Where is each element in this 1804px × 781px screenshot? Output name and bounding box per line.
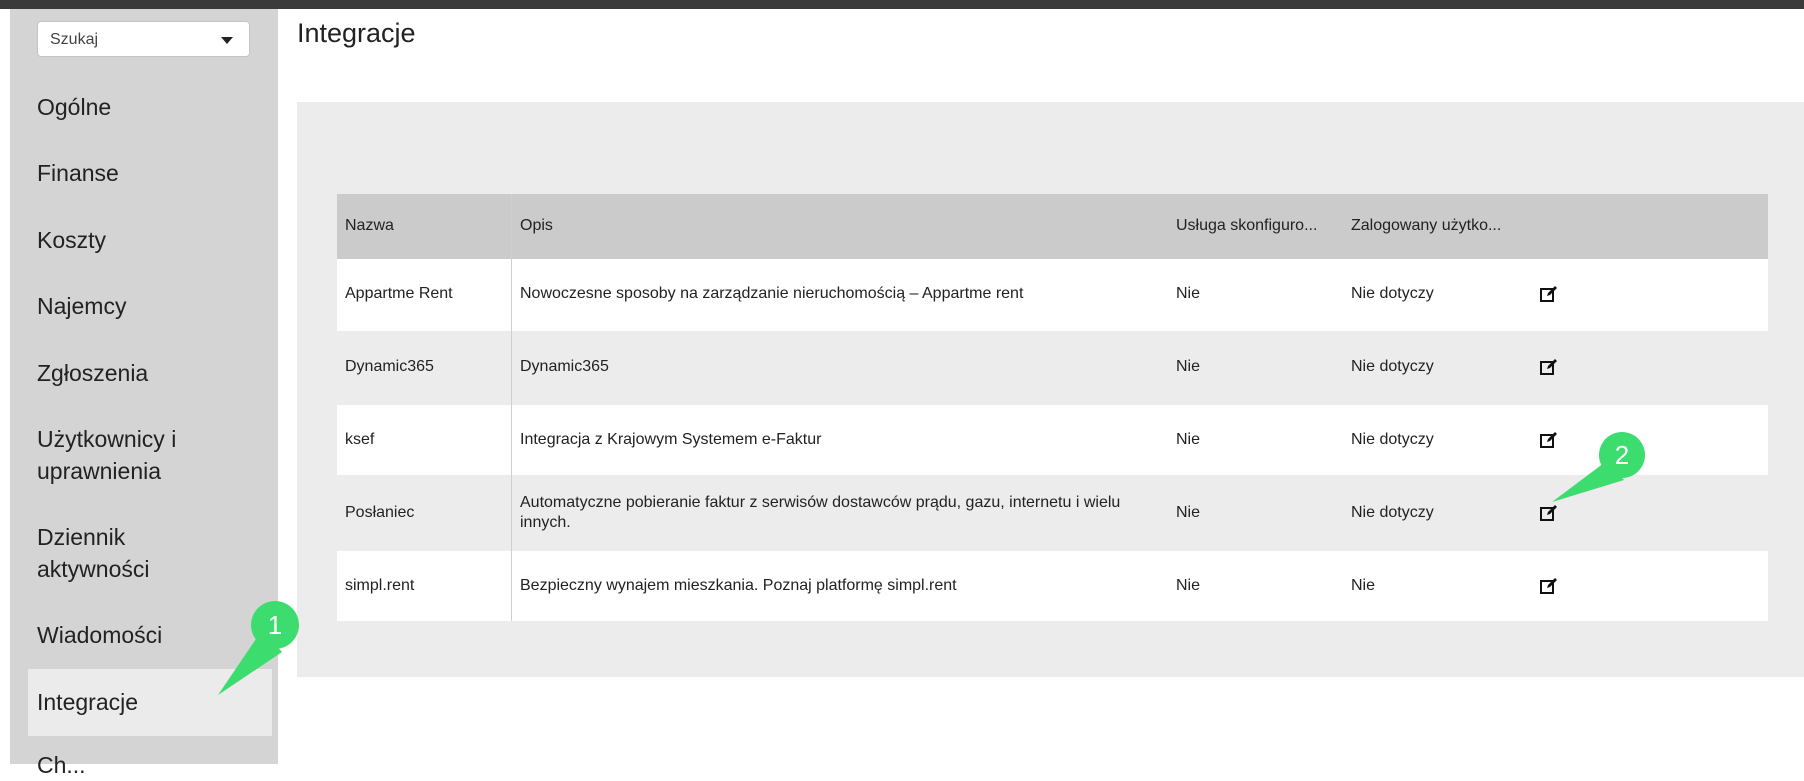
cell-description: Automatyczne pobieranie faktur z serwisów dostawców prądu, gazu, internetu i wielu innych. (520, 494, 1121, 531)
cell-configured: Nie (1176, 431, 1201, 448)
cell-configured: Nie (1176, 504, 1201, 521)
cell-description: Dynamic365 (520, 358, 609, 375)
column-header-opis[interactable]: Opis (520, 217, 553, 234)
cell-name: ksef (345, 431, 375, 448)
cell-logged: Nie dotyczy (1351, 431, 1434, 448)
callout-number-2: 2 (1614, 440, 1630, 470)
cell-description: Integracja z Krajowym Systemem e-Faktur (520, 431, 822, 448)
column-divider (511, 194, 512, 621)
callout-marker-1 (210, 600, 300, 700)
edit-icon[interactable] (1539, 357, 1559, 377)
search-select[interactable] (37, 21, 250, 57)
cell-configured: Nie (1176, 358, 1201, 375)
cell-description: Bezpieczny wynajem mieszkania. Poznaj platformę simpl.rent (520, 577, 957, 594)
cell-name: simpl.rent (345, 577, 415, 594)
search-select-label: Szukaj (50, 31, 99, 48)
column-header-configured[interactable]: Usługa skonfiguro... (1176, 217, 1318, 234)
table-row (337, 551, 1768, 621)
sidebar-item-partial[interactable]: Ch... (37, 752, 86, 778)
sidebar-item-dziennik[interactable]: Dziennik aktywności (37, 524, 150, 582)
page-title: Integracje (297, 18, 416, 48)
sidebar-item-zgloszenia[interactable]: Zgłoszenia (37, 360, 149, 386)
sidebar-item-integracje[interactable]: Integracje (28, 669, 272, 736)
sidebar-item-wiadomosci[interactable]: Wiadomości (37, 622, 163, 648)
cell-configured: Nie (1176, 285, 1201, 302)
cell-logged: Nie (1351, 577, 1376, 594)
callout-number-1: 1 (267, 610, 283, 640)
cell-configured: Nie (1176, 577, 1201, 594)
cell-name: Appartme Rent (345, 285, 453, 302)
sidebar-item-uzytkownicy[interactable]: Użytkownicy i uprawnienia (37, 426, 177, 484)
table-row (337, 331, 1768, 405)
sidebar-item-finanse[interactable]: Finanse (37, 160, 119, 186)
cell-name: Dynamic365 (345, 358, 434, 375)
table-header (337, 194, 1768, 259)
cell-logged: Nie dotyczy (1351, 358, 1434, 375)
column-header-logged[interactable]: Zalogowany użytko... (1351, 217, 1502, 234)
sidebar-item-koszty[interactable]: Koszty (37, 227, 107, 253)
caret-down-icon (221, 37, 233, 44)
top-bar (0, 0, 1804, 9)
column-header-nazwa[interactable]: Nazwa (345, 217, 394, 234)
edit-icon[interactable] (1539, 284, 1559, 304)
cell-name: Posłaniec (345, 504, 415, 521)
sidebar-item-najemcy[interactable]: Najemcy (37, 293, 127, 319)
callout-marker-2 (1540, 430, 1650, 510)
sidebar-item-ogolne[interactable]: Ogólne (37, 94, 112, 120)
cell-description: Nowoczesne sposoby na zarządzanie nieruchomością – Appartme rent (520, 285, 1024, 302)
table-row (337, 259, 1768, 331)
edit-icon[interactable] (1539, 576, 1559, 596)
cell-logged: Nie dotyczy (1351, 285, 1434, 302)
cell-logged: Nie dotyczy (1351, 504, 1434, 521)
